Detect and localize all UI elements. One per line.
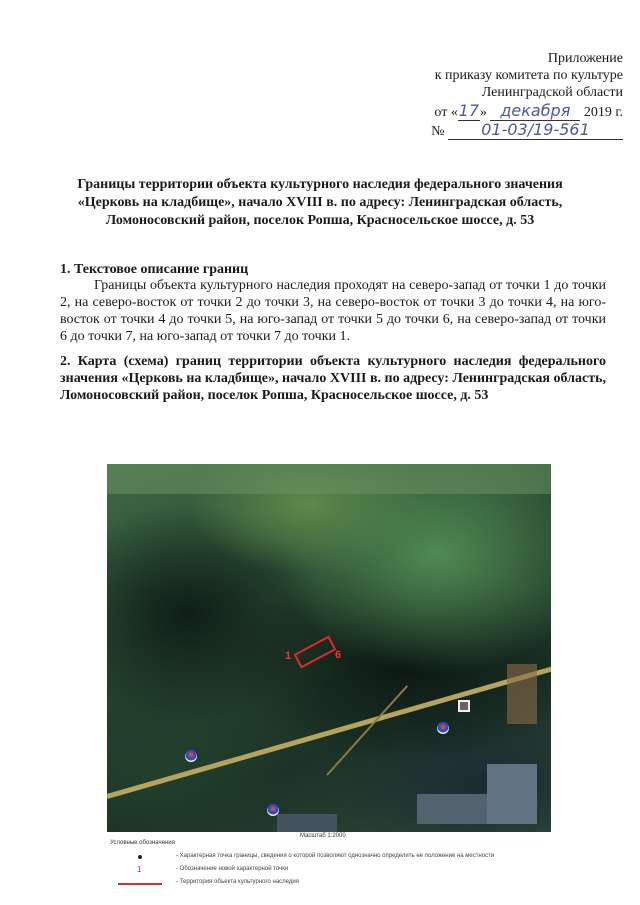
section2-heading: 2. Карта (схема) границ территории объекта культурного наследия федерального значения «Церковь на кладбище», начало XVIII в. по адресу: Ленинградская область, Ломоносовский район, поселок Ропша, Красносельское шоссе, д. 53 <box>60 354 606 403</box>
date-year: 2019 г. <box>583 105 623 120</box>
legend-item-new-point <box>110 866 570 876</box>
satellite-map <box>107 464 551 832</box>
legend-text: - Территория объекта культурного наследия <box>176 879 299 885</box>
date-month: декабря <box>490 101 580 121</box>
number-value: 01-03/19-561 <box>448 120 623 140</box>
map-square-marker-icon <box>458 700 470 712</box>
date-prefix: от « <box>434 105 458 120</box>
map-building <box>417 794 487 824</box>
point-label: 6 <box>335 649 342 661</box>
map-building <box>277 814 337 832</box>
number-prefix: № <box>431 124 445 139</box>
section1-body: Границы объекта культурного наследия проходят на северо-запад от точки 1 до точки 2, на северо-восток от точки 2 до точки 3, на северо-восток от точки 3 до точки 4, на юго-восток от точки 4 до точки 5, на юго-запад от точки 5 до точки 6, на северо-запад от точки 6 до точки 7, на юго-запад от точки 7 до точки 1. <box>60 278 606 344</box>
date-quote: » <box>479 105 487 120</box>
map-building <box>507 664 537 724</box>
order-reference: к приказу комитета по культуре <box>434 68 623 83</box>
heritage-boundary <box>294 636 337 669</box>
point-dot-icon <box>138 855 142 859</box>
order-number <box>431 120 623 140</box>
document-title: Границы территории объекта культурного наследия федерального значения «Церковь на кладбище», начало XVIII в. по адресу: Ленинградская область, Ломоносовский район, поселок Ропша, Красносельское шоссе, д. 53 <box>77 177 563 228</box>
legend-text: - Обозначение новой характерной точки <box>176 866 289 872</box>
appendix-label: Приложение <box>547 51 623 66</box>
legend-title: Условные обозначения <box>110 840 175 846</box>
map-field <box>107 464 551 494</box>
section1-heading: 1. Текстовое описание границ <box>60 262 249 277</box>
legend-text: - Характерная точка границы, сведения о которой позволяют однозначно определить ее положение на местности <box>176 853 495 859</box>
region-name: Ленинградской области <box>481 85 623 100</box>
map-scale: Масштаб 1:2000 <box>300 833 346 839</box>
boundary-line-icon <box>118 883 162 885</box>
point-label: 1 <box>285 650 292 662</box>
map-pin-icon <box>267 804 279 816</box>
map-road <box>107 665 551 799</box>
date-day: 17 <box>458 101 479 120</box>
map-pin-icon <box>185 750 197 762</box>
order-date <box>434 101 623 121</box>
legend-item-territory <box>110 879 570 889</box>
legend-item-point <box>110 853 570 863</box>
map-pin-icon <box>437 722 449 734</box>
new-point-number: 1 <box>137 865 142 874</box>
map-building <box>487 764 537 824</box>
